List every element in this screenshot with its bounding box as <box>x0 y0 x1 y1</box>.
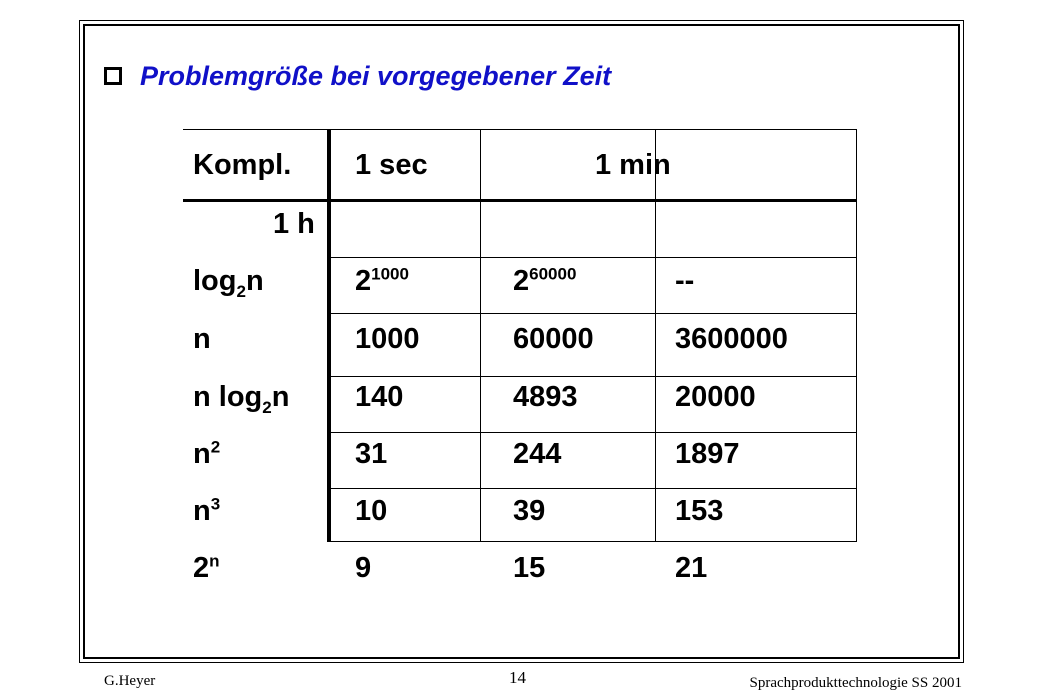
superscript: 1000 <box>371 264 409 284</box>
header-kompl: Kompl. <box>193 149 292 181</box>
square-bullet-icon <box>104 67 122 85</box>
footer-page-number: 14 <box>509 668 526 687</box>
row-log2n-sec <box>355 264 409 297</box>
cell-text: 2 <box>513 265 530 297</box>
row-n-hour: 3600000 <box>675 323 788 355</box>
cell-text: n log <box>193 381 263 413</box>
table-bottom-border <box>329 541 857 542</box>
row-n2-min: 244 <box>513 438 562 470</box>
header-1-h: 1 h <box>273 208 315 240</box>
cell-text: n <box>271 381 290 413</box>
column-divider-3 <box>655 129 656 542</box>
row-divider <box>329 488 857 489</box>
row-nlog2n-label <box>193 381 290 417</box>
cell-text: 2 <box>193 552 210 584</box>
row-n2-hour: 1897 <box>675 438 740 470</box>
cell-text: n <box>193 495 211 527</box>
header-divider <box>183 199 857 202</box>
superscript: 60000 <box>529 264 577 284</box>
column-divider-1 <box>327 129 331 542</box>
row-divider <box>329 313 857 314</box>
row-n2-sec: 31 <box>355 438 388 470</box>
row-log2n-hour: -- <box>675 265 695 297</box>
table-top-border <box>183 129 857 130</box>
title-row <box>104 56 611 96</box>
row-2n-hour: 21 <box>675 552 708 584</box>
subscript: 2 <box>236 281 246 301</box>
row-2n-sec: 9 <box>355 552 372 584</box>
header-1-min: 1 min <box>595 149 671 181</box>
row-nlog2n-sec: 140 <box>355 381 404 413</box>
row-n3-min: 39 <box>513 495 546 527</box>
superscript: 2 <box>210 437 221 457</box>
row-divider <box>329 432 857 433</box>
row-n3-sec: 10 <box>355 495 388 527</box>
row-n3-label <box>193 494 221 527</box>
footer-course: Sprachprodukttechnologie SS 2001 <box>749 675 962 691</box>
row-2n-min: 15 <box>513 552 546 584</box>
row-divider <box>329 257 857 258</box>
row-n2-label <box>193 437 221 470</box>
cell-text: log <box>193 265 237 297</box>
row-divider <box>329 376 857 377</box>
column-divider-2 <box>480 129 481 542</box>
row-2n-label <box>193 551 220 584</box>
row-n-label: n <box>193 323 211 355</box>
row-log2n-min <box>513 264 577 297</box>
header-1-sec: 1 sec <box>355 149 428 181</box>
cell-text: n <box>193 438 211 470</box>
row-nlog2n-min: 4893 <box>513 381 578 413</box>
cell-text: n <box>245 265 264 297</box>
row-log2n-label <box>193 265 264 301</box>
footer-author: G.Heyer <box>104 673 156 689</box>
superscript: n <box>209 551 220 571</box>
row-n3-hour: 153 <box>675 495 724 527</box>
table-right-border <box>856 129 857 542</box>
cell-text: 2 <box>355 265 372 297</box>
row-n-sec: 1000 <box>355 323 420 355</box>
slide-title: Problemgröße bei vorgegebener Zeit <box>140 60 612 91</box>
subscript: 2 <box>262 397 272 417</box>
row-nlog2n-hour: 20000 <box>675 381 756 413</box>
row-n-min: 60000 <box>513 323 594 355</box>
superscript: 3 <box>210 494 221 514</box>
